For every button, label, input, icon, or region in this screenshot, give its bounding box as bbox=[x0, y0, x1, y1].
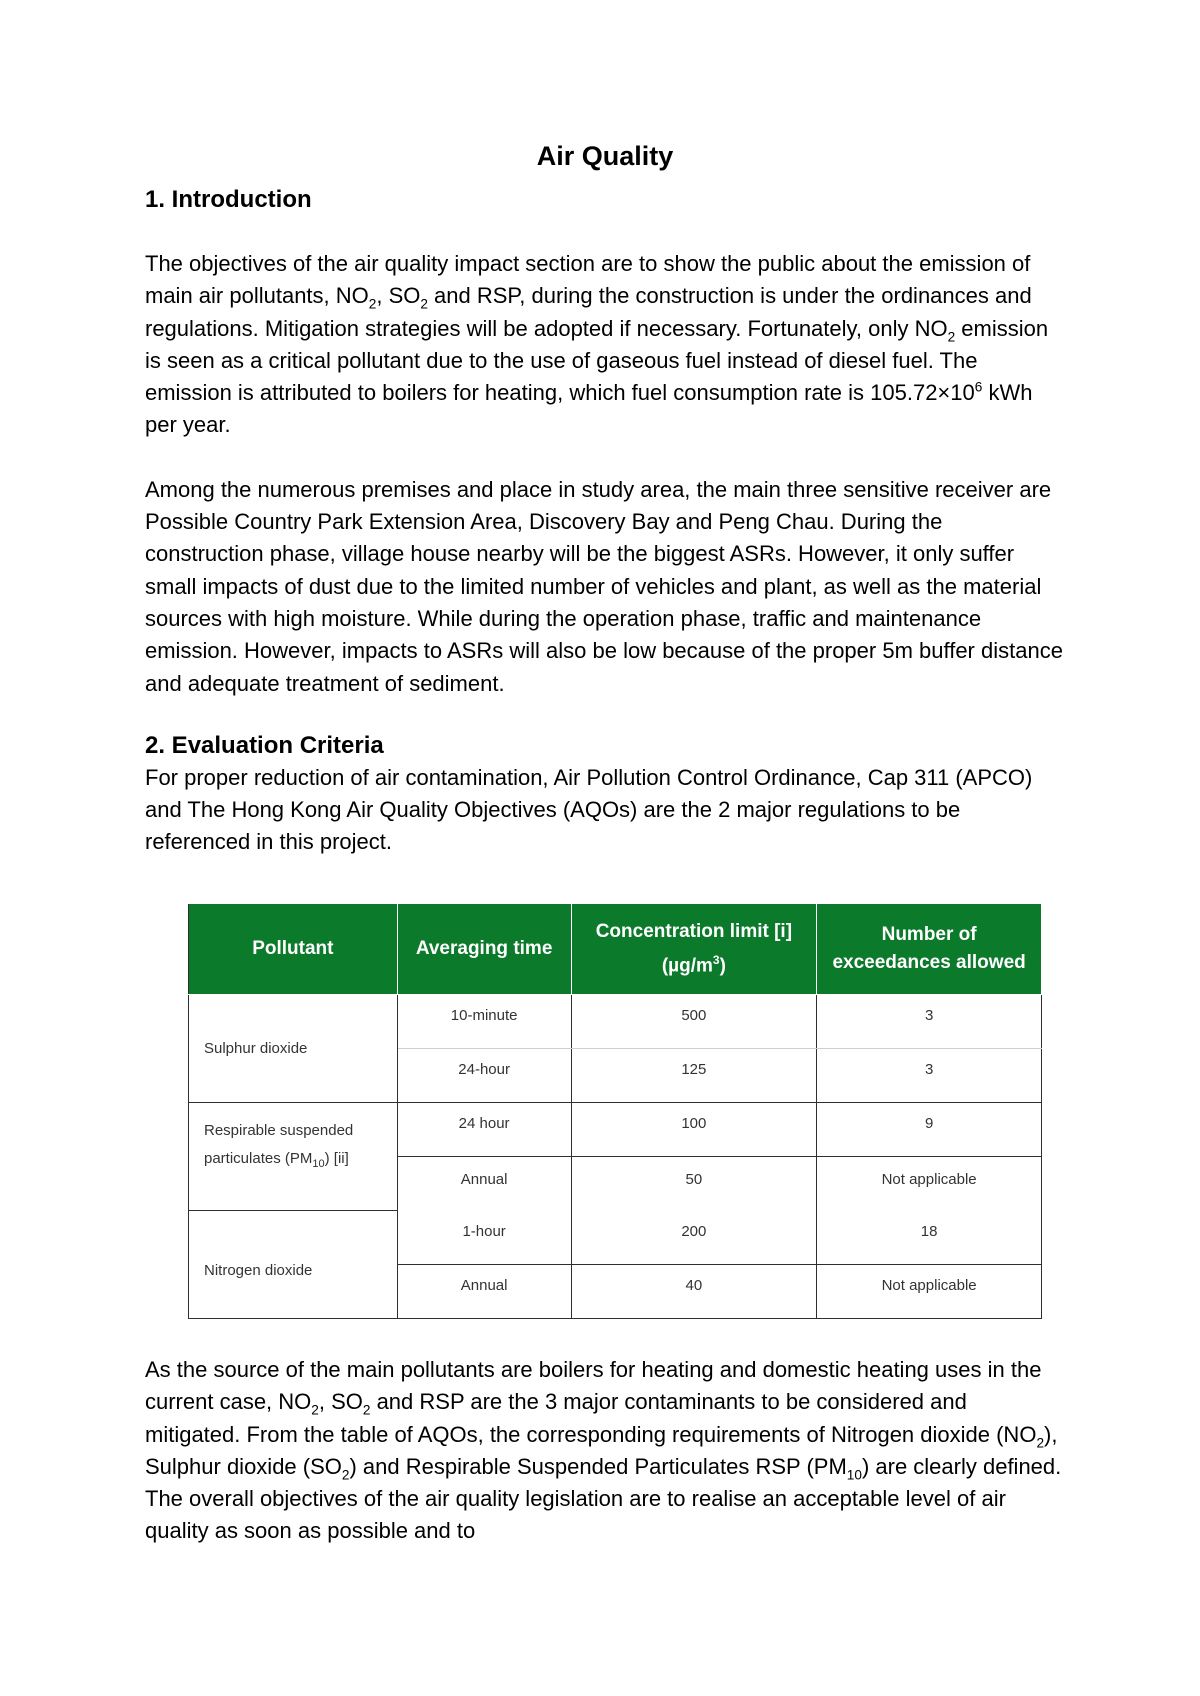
aqo-table bbox=[188, 903, 1042, 1319]
document-page bbox=[145, 140, 1065, 859]
pollutant-sulphur-dioxide: Sulphur dioxide bbox=[189, 995, 398, 1103]
exceedance-cell: Not applicable bbox=[817, 1265, 1042, 1319]
averaging-cell: Annual bbox=[397, 1157, 571, 1211]
evaluation-paragraph: For proper reduction of air contamination, Air Pollution Control Ordinance, Cap 311 (APCO) and The Hong Kong Air Quality Objectives (AQOs) are the 2 major regulations to be referenced in this project. bbox=[145, 764, 1033, 855]
closing-paragraph: As the source of the main pollutants are boilers for heating and domestic heating uses in the current case, $NO_2$, $SO_2$ and RSP are the 3 major contaminants to be considered and mitigated. From the table of AQOs, the corresponding requirements of Nitrogen dioxide $(NO_2)$, Sulphur dioxide $(SO_2)$ and Respirable Suspended Particulates RSP $(PM_{10})$ are clearly defined. The overall objectives of the air quality legislation are to realise an acceptable level of air quality as soon as possible and to bbox=[145, 1357, 1062, 1544]
limit-cell: 100 bbox=[571, 1103, 817, 1157]
section-heading-evaluation-criteria: 2. Evaluation Criteria bbox=[145, 731, 384, 759]
averaging-cell: Annual bbox=[397, 1265, 571, 1319]
limit-cell: 200 bbox=[571, 1211, 817, 1265]
pollutant-respirable-suspended-particulates: Respirable suspended particulates $(PM_{10})$ [ii] bbox=[189, 1103, 398, 1211]
averaging-cell: 24 hour bbox=[397, 1103, 571, 1157]
limit-cell: 40 bbox=[571, 1265, 817, 1319]
table-row bbox=[189, 1103, 1042, 1157]
header-exceedances-allowed: Number of exceedances allowed bbox=[817, 904, 1042, 995]
table-header-row bbox=[189, 904, 1042, 995]
averaging-cell: 1-hour bbox=[397, 1211, 571, 1265]
limit-cell: 125 bbox=[571, 1049, 817, 1103]
exceedance-cell: Not applicable bbox=[817, 1157, 1042, 1211]
table-row bbox=[189, 1211, 1042, 1265]
header-averaging-time: Averaging time bbox=[397, 904, 571, 995]
limit-cell: 500 bbox=[571, 995, 817, 1049]
exceedance-cell: 3 bbox=[817, 995, 1042, 1049]
intro-paragraph-2: Among the numerous premises and place in study area, the main three sensitive receiver are Possible Country Park Extension Area, Discovery Bay and Peng Chau. During the construction phase, village house nearby will be the biggest ASRs. However, it only suffer small impacts of dust due to the limited number of vehicles and plant, as well as the material sources with high moisture. While during the operation phase, traffic and maintenance emission. However, impacts to ASRs will also be low because of the proper 5m buffer distance and adequate treatment of sediment. bbox=[145, 476, 1063, 696]
exceedance-cell: 3 bbox=[817, 1049, 1042, 1103]
averaging-cell: 10-minute bbox=[397, 995, 571, 1049]
header-pollutant: Pollutant bbox=[189, 904, 398, 995]
exceedance-cell: 18 bbox=[817, 1211, 1042, 1265]
header-concentration-limit: Concentration limit [i] $(\mu g/m^3)$ bbox=[571, 904, 817, 995]
pollutant-nitrogen-dioxide: Nitrogen dioxide bbox=[189, 1211, 398, 1319]
page-title: Air Quality bbox=[536, 141, 674, 171]
closing-section bbox=[145, 1354, 1065, 1548]
averaging-cell: 24-hour bbox=[397, 1049, 571, 1103]
exceedance-cell: 9 bbox=[817, 1103, 1042, 1157]
table-row bbox=[189, 995, 1042, 1049]
intro-paragraph-1: The objectives of the air quality impact section are to show the public about the emission of main air pollutants, $NO_2$, $SO_2$ and RSP, during the construction is under the ordinances and regulations. Mitigation strategies will be adopted if necessary. Fortunately, only $NO_2$ emission is seen as a critical pollutant due to the use of gaseous fuel instead of diesel fuel. The emission is attributed to boilers for heating, which fuel consumption rate is $105.72\times 10^6$ kWh per year. bbox=[145, 251, 1049, 438]
section-heading-introduction: 1. Introduction bbox=[145, 186, 312, 213]
limit-cell: 50 bbox=[571, 1157, 817, 1211]
